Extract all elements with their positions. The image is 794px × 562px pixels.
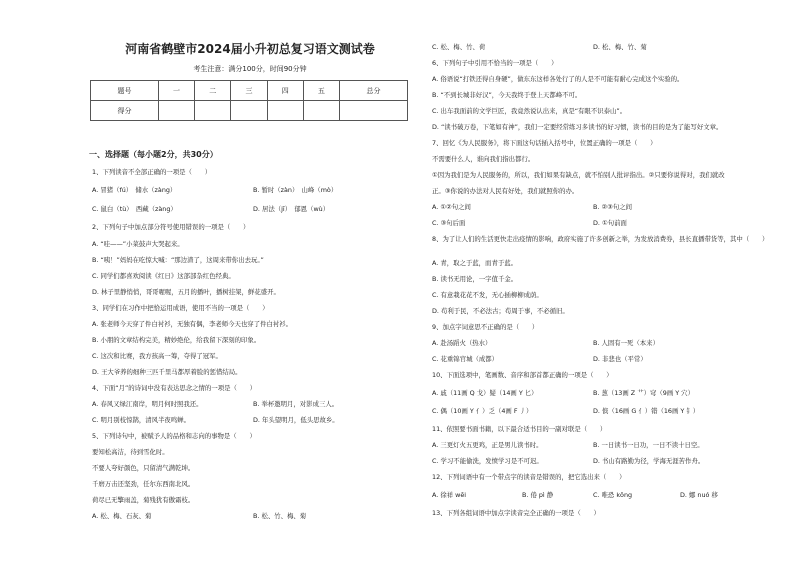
exam-subtitle: 考生注意：满分100分，时间90分钟 [193, 65, 307, 73]
answer-option: A. 张老师今天穿了件白衬衫，无独有偶，李老师今天也穿了件白衬衫。 [92, 320, 293, 328]
answer-option: A. ①②句之间 [432, 203, 471, 211]
answer-option: D. ①句前面 [593, 219, 627, 227]
answer-option: D. 王大爷养的细种三匹千里马都厚着脸的惩惜结局。 [92, 368, 242, 376]
answer-option: C. 偶（10画 Y 亻）乏（4画 F 丿） [432, 407, 533, 415]
answer-option: B. 一日读书一日功，一日不读十日空。 [593, 441, 704, 449]
answer-option: D. 书山有路勤为径，学海无涯苦作舟。 [593, 457, 705, 465]
answer-option: B. “咦！”妈妈在吃惊大喊：“那边渣了，这周来带你出去玩。” [92, 256, 264, 264]
score-cell [303, 101, 339, 121]
answer-option: C. 明月别枝惊鹊，清风半夜鸣蝉。 [92, 416, 190, 424]
answer-option: A. “哇——”小菜鼓声大哭起来。 [92, 240, 184, 248]
answer-option: A. 青，取之于蓝，而青于蓝。 [432, 259, 518, 267]
answer-option: C. 同学们都喜欢阅读《红日》这部部杂红色经典。 [92, 272, 235, 280]
poem-line: 荷尽已无擎雨盖，菊残犹有傲霜枝。 [92, 496, 195, 504]
question-stem: 10、下面选项中，笔画数、音序和部首都正确的一项是（ ） [432, 371, 613, 379]
answer-option: B. 暂时（zàn） 山峰（mò） [253, 186, 338, 194]
score-table-header-cell: 五 [303, 81, 339, 101]
answer-option: A. 俗语说“打铁还得自身硬”，做东东这样各处行了的人是不可能有耐心完成这个实验的。 [432, 75, 684, 83]
score-table-score-row [91, 101, 408, 121]
poem-line: 不要人夸好颜色，只留清气满乾坤。 [92, 464, 195, 472]
question-stem: 12、下列词语中有一个带点字的读音是错误的，把它选出来（ ） [432, 473, 626, 481]
question-stem: 1、下列读音不全部正确的一项是（ ） [92, 168, 212, 176]
answer-option: C. 松、梅、竹、荷 [432, 43, 486, 51]
answer-option: B. 松、竹、梅、菊 [253, 512, 307, 520]
question-stem: 13、下列各组词语中加点字读音完全正确的一项是（ ） [432, 509, 600, 517]
question-text: 正。③你说的办法对人民有好处，我们就照你的办。 [432, 187, 579, 195]
answer-option: A. 松、梅、石灰、菊 [92, 512, 152, 520]
question-stem: 4、下面“月”的诗词中没有表达思念之情的一项是（ ） [92, 384, 257, 392]
answer-option: D. 松、梅、竹、菊 [593, 43, 647, 51]
answer-option: B. 举杯邀明月，对影成三人。 [253, 400, 339, 408]
question-stem: 11、依照要书面书籍，以下最合适书目的一副对联是（ ） [432, 425, 607, 433]
score-table-header-cell: 三 [231, 81, 267, 101]
answer-option: B. ②③句之间 [593, 203, 633, 211]
answer-option: D. 苟利于民，不必法古；苟周于事，不必循旧。 [432, 307, 569, 315]
answer-option: D. 娜 nuó 移 [680, 491, 718, 499]
poem-line: 要知松高洁，待到雪化时。 [92, 448, 169, 456]
answer-option: D. 非悲也（平常） [593, 355, 647, 363]
answer-option: C. 学习不能偷洗，发愤学习是不可迟。 [432, 457, 543, 465]
score-cell [158, 101, 194, 121]
answer-option: C. 鼠白（tù） 西藏（zàng） [92, 205, 177, 213]
answer-option: A. 徐祥 wēi [432, 491, 467, 499]
question-stem: 7、回忆《为人民服务》，将下面这句话插入括号中，位置正确的一项是（ ） [432, 139, 657, 147]
question-text: ①因为我们是为人民服务的，所以，我们如果有缺点，就不怕别人批评指出。②只要你说得对，我们就改 [432, 171, 725, 179]
answer-option: C. 这次和比赛，我方孩高一筹，夺得了冠军。 [92, 352, 222, 360]
answer-option: C. 出车我面前的文学巨匠，我竟然说认出来，真是“有眼不识泰山”。 [432, 107, 627, 115]
question-stem: 6、下列句子中引用不恰当的一项是（ ） [432, 59, 558, 67]
answer-option: B. 小朋的文章结构完美，精妙绝伦，给我留下深刻的印象。 [92, 336, 261, 344]
answer-option: A. 春风又绿江南岸，明月何时照我还。 [92, 400, 203, 408]
answer-option: C. 唯恐 kǒng [593, 491, 633, 499]
score-table-header-cell: 一 [158, 81, 194, 101]
score-table-header-cell: 题号 [91, 81, 159, 101]
answer-option: A. 赴汤蹈火（热水） [432, 339, 492, 347]
answer-option: D. 林子里静悄悄，哥哥喔喔，五月的播叶，播树挂架，鲜花盛开。 [92, 288, 280, 296]
exam-title: 河南省鹤壁市2024届小升初总复习语文测试卷 [125, 42, 375, 56]
question-stem: 3、同学们在习作中把恰运用成语，使用不当的一项是（ ） [92, 304, 269, 312]
question-stem: 9、加点字词意思不正确的是（ ） [432, 323, 539, 331]
answer-option: B. “不到长城非好汉”，今天我终于登上天都峰不可。 [432, 91, 582, 99]
answer-option: D. 居法（jī） 郁恩（wù） [253, 205, 330, 213]
answer-option: C. 花重锦官城（成都） [432, 355, 499, 363]
score-table-header-cell: 二 [195, 81, 231, 101]
answer-option: B. 葱（13画 Z 艹）穹（9画 Y 穴） [593, 389, 694, 397]
question-stem: 8、为了让人们的生活更快走出疫情的影响，政府实施了许多创新之举，为发放消费券，县长直播带货等，其中（ ） [432, 235, 769, 243]
score-cell [231, 101, 267, 121]
score-row-label: 得分 [91, 101, 159, 121]
score-cell [267, 101, 303, 121]
answer-option: B. 人固有一死（本来） [593, 339, 659, 347]
score-cell [340, 101, 408, 121]
score-table-header-cell: 四 [267, 81, 303, 101]
answer-option: B. 读书无用论，一字值千金。 [432, 275, 518, 283]
score-cell [195, 101, 231, 121]
section-heading: 一、选择题（每小题2分，共30分） [89, 150, 218, 159]
poem-line: 千磨万击还坚劲，任尔东西南北风。 [92, 480, 195, 488]
score-table-header-row [91, 81, 408, 101]
answer-option: C. 有意栽花花不发，无心插柳柳成荫。 [432, 291, 543, 299]
score-table [90, 80, 408, 121]
question-stem: 5、下列诗句中，被赋予人的品格和志向的事物是（ ） [92, 432, 256, 440]
answer-option: B. 倦 pì 静 [522, 491, 554, 499]
score-table-header-cell: 总分 [340, 81, 408, 101]
answer-option: A. 三更灯火五更鸡，正是男儿读书时。 [432, 441, 543, 449]
answer-option: C. ③句后面 [432, 219, 466, 227]
answer-option: D. 年头望明月，低头思故乡。 [253, 416, 339, 424]
question-stem: 2、下列句子中加点部分符号使用错误的一项是（ ） [92, 223, 250, 231]
answer-option: A. 戚（11画 Q 戈）疑（14画 Y 匕） [432, 389, 538, 397]
answer-option: D. 傧（16画 G 亻）错（16画 Y 钅） [593, 407, 700, 415]
question-text: 不需要什么人，谁向我们指出都行。 [432, 155, 535, 163]
answer-option: D. “读书破万卷，下笔如有神”，我们一定要经常练习多读书的好习惯，读书的目的是为了能写好文章。 [432, 123, 723, 131]
answer-option: A. 冒猪（fú） 储水（zàng） [92, 186, 177, 194]
